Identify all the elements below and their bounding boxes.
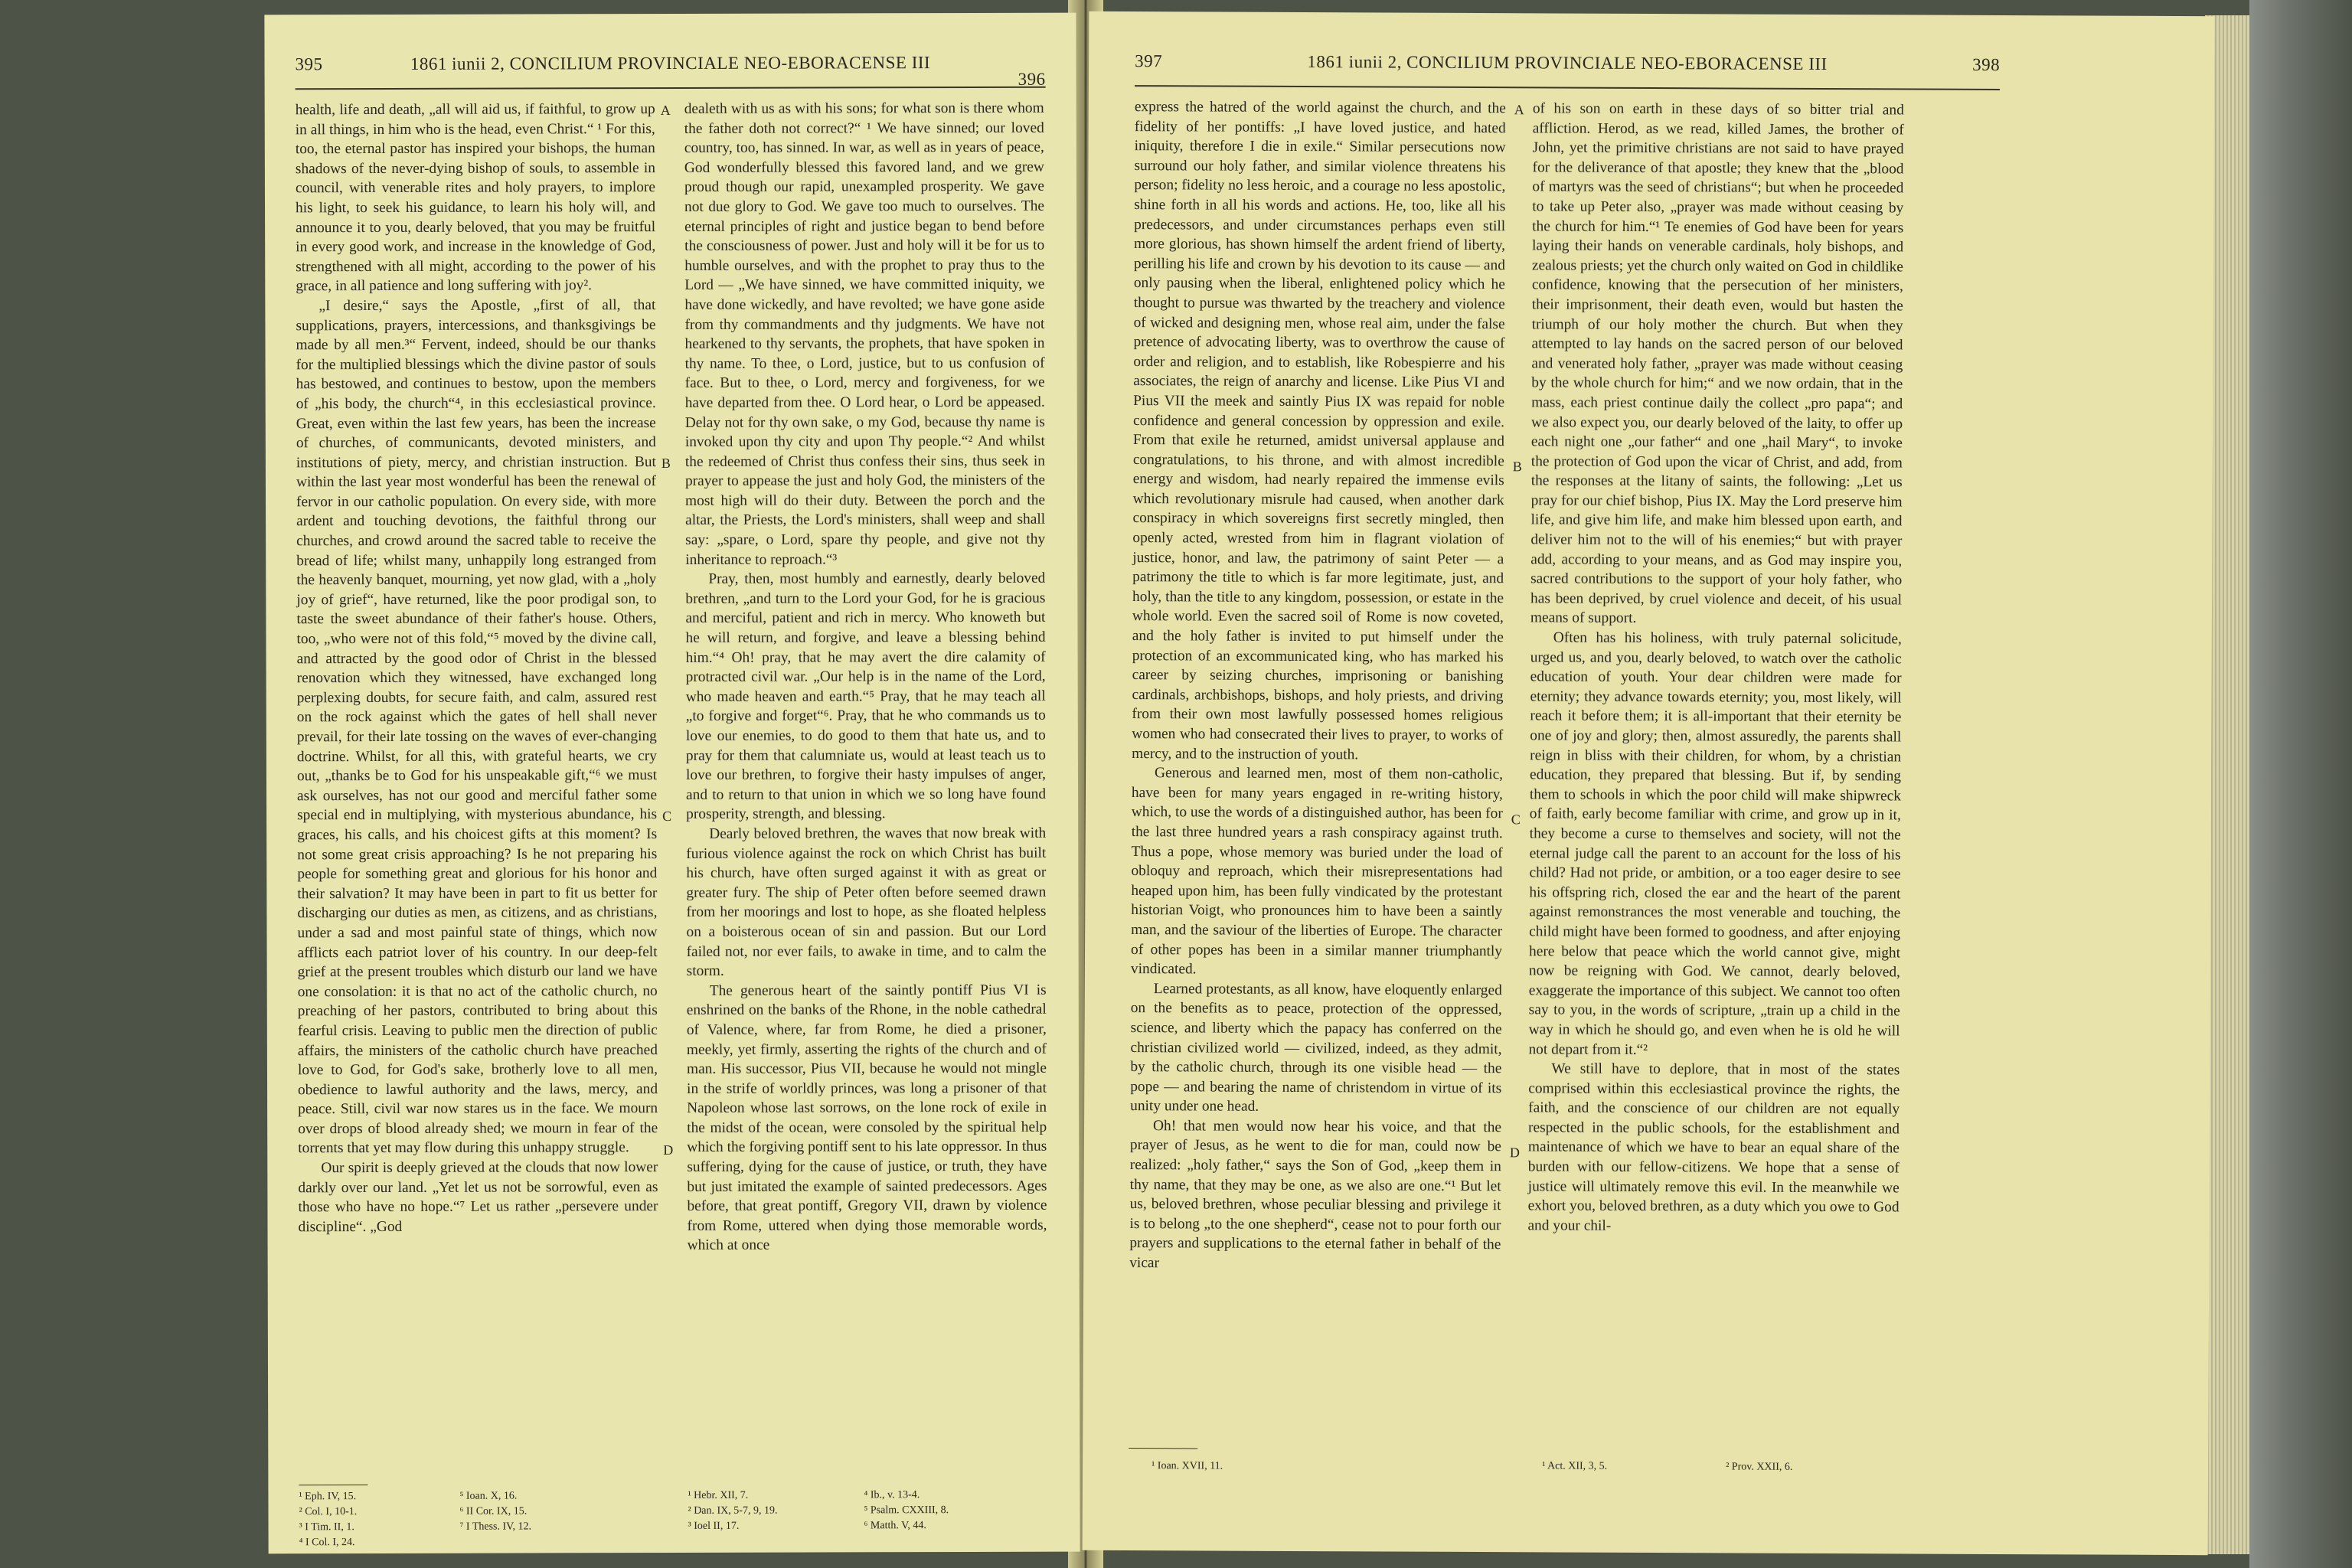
margin-letter: D [663,1142,674,1158]
paragraph: express the hatred of the world against the church, and the fidelity of her pontiffs: „I have loved justice, and hated iniquity, therefore I die in exile.“ Similar persecutions now surround our holy father, and similar violence threatens his person; fidelity no less heroic, and a courage no less apostolic, shine forth in all his words and actions. He, too, like all his predecessors, and under circumstances perhaps even still more glorious, has shown himself the ardent friend of liberty, perilling his life and crown by his devotion to its cause — and only pausing when the liberal, enlightened policy which he thought to pursue was thwarted by the treachery and violence of wicked and designing men, whose real aim, under the false pretence of advocating liberty, was to overthrow the cause of order and religion, and to establish, like Robespierre and his associates, the reign of anarchy and license. Like Pius VI and Pius VII the meek and saintly Pius IX was repaid for noble confidence and general concession by oppression and exile. From that exile he returned, amidst universal applause and congratulations, to his throne, and with almost incredible energy and wisdom, had nearly repaired the immense evils which revolutionary misrule had caused, when another dark conspiracy in which sovereigns first secretly mingled, then openly acted, wrested from him in flagrant violation of justice, honor, and law, the patrimony of saint Peter — a patrimony the title to which is far more legitimate, just, and holy, than the title to any kingdom, possession, or estate in the whole world. Even the sacred soil of Rome is now coveted, and the holy father is invited to put himself under the protection of an excommunicated king, who has marked his career by seizing churches, imprisoning or banishing cardinals, archbishops, bishops, and holy priests, and driving from their own most lawfully possessed homes religious women who had consecrated their lives to prayer, to works of mercy, and to the instruction of youth. [1132,99,1506,763]
right-page-column-2 [1527,99,1903,1237]
margin-letter: B [661,456,671,472]
footnote: ¹ Hebr. XII, 7. [688,1489,749,1501]
paragraph: Often has his holiness, with truly paternal solicitude, urged us, and you, dearly beloved, to watch over the catholic education of youth. Your dear children were made for eternity; they advance towards eternity; you, most likely, will reach it before them; it is all-important that their eternity be one of joy and glory; then, almost assuredly, the parents shall reign in bliss with their children, for whom, by a christian education, they prepared that blessing. But if, by sending them to schools in which the poor child will make shipwreck of faith, early become familiar with crime, and grow up in it, they become a curse to themselves and society, will not the eternal judge call the parent to an account for the loss of his child? Had not pride, or ambition, or a too eager desire to see his offspring rich, closed the ear and the heart of the parent against remonstrances the most venerable and touching, the child might have been formed to goodness, and after enjoying here below that peace which the world cannot give, might now be reigning with God. We cannot, dearly beloved, exaggerate the importance of this subject. We cannot too often say to you, in the words of scripture, „train up a child in the way in which he should go, and even when he is old he will not depart from it.“² [1528,629,1902,1058]
paragraph: Our spirit is deeply grieved at the clouds that now lower darkly over our land. „Yet let us not be sorrowful, even as those who have no hope.“⁷ Let us rather „persevere under discipline“. „God [298,1159,658,1236]
footnote: ¹ Ioan. XVII, 11. [1152,1460,1223,1472]
footnotes-right-col-2 [1542,1459,1894,1475]
margin-letter: D [1509,1145,1520,1161]
page-number: 398 [1972,54,2001,74]
footnotes-left-col-2 [688,1488,1024,1534]
paragraph: Oh! that men would now hear his voice, and that the prayer of Jesus, as he went to die for man, could now be realized: „holy father,“ says the Son of God, „keep them in thy name, that they may be one, as we also are one.“¹ But let us, beloved brethren, whose peculiar blessing and privilege it is to belong „to the one shepherd“, cease not to pour forth our prayers and supplications to the eternal father in behalf of the vicar [1129,1118,1502,1272]
paragraph: The generous heart of the saintly pontiff Pius VI is enshrined on the banks of the Rhone, in the noble cathedral of Valence, where, far from Rome, he died a prisoner, meekly, yet firmly, asserting the rights of the church and of man. His successor, Pius VII, because he would not mingle in the strife of worldly princes, was long a prisoner of that Napoleon whose last sorrows, on the lone rock of exile in the midst of the ocean, were consoled by the spiritual help which the forgiving pontiff sent to his late oppressor. In thus suffering, dying for the cause of justice, or truth, they have but just imitated the example of sainted predecessors. Ages before, that great pontiff, Gregory VII, drawn by violence from Rome, uttered when dying those memorable words, which at once [686,982,1047,1254]
left-page [264,13,1080,1554]
page-number: 396 [1018,69,1046,89]
footnote: ¹ Eph. IV, 15. [299,1491,357,1503]
footnote: ² Prov. XXII, 6. [1726,1461,1793,1473]
running-title: 1861 iunii 2, CONCILIUM PROVINCIALE NEO-EBORACENSE III [410,53,931,74]
margin-letter: B [1512,459,1522,475]
left-page-column-1 [296,100,658,1237]
paragraph: Generous and learned men, most of them non-catholic, have been for many years engaged in re-writing history, which, to use the words of a distinguished author, has been for the last three hundred years a rash conspiracy against truth. Thus a pope, whose memory was buried under the load of obloquy and reproach, which their misrepresentations had heaped upon him, has been fully vindicated by the protestant historian Voigt, who pronounces him to have been a saintly man, and the saviour of the liberties of Europe. The character of other popes has been in a similar manner triumphantly vindicated. [1130,765,1504,978]
footnote: ⁵ Psalm. CXXIII, 8. [864,1504,949,1517]
footnote-rule [1129,1448,1197,1449]
running-title: 1861 iunii 2, CONCILIUM PROVINCIALE NEO-EBORACENSE III [1307,52,1828,74]
margin-letter: A [1514,102,1524,118]
footnote: ⁶ II Cor. IX, 15. [459,1505,528,1517]
book-cover-edge [2249,0,2352,1568]
margin-letter: C [1511,812,1521,828]
footnotes-left-col-1 [299,1488,605,1550]
page-number: 397 [1135,51,1163,71]
paragraph: „I desire,“ says the Apostle, „first of all, that supplications, prayers, intercessions, and thanksgivings be made by all men.³“ Fervent, indeed, should be our thanks for the multiplied blessings which the divine pastor of souls has bestowed, and continues to bestow, upon the members of „his body, the church“⁴, in this ecclesiastical province. Great, even within the last few years, has been the increase of churches, of communicants, devoted ministers, and institutions of piety, mercy, and christian instruction. But within the last year most wonderful has been the renewal of fervor in our catholic population. On every side, with more ardent and touching devotions, the faithful throng our churches, and crowd around the sacred table to receive the bread of life; whilst many, unhappily long estranged from the heavenly banquet, mourning, yet now glad, with a „holy joy of grief“, have returned, like the poor prodigal son, to taste the sweet abundance of their father's house. Others, too, „who were not of this fold,“⁵ moved by the divine call, and attracted by the good odor of Christ in the blessed renovation which they witnessed, have exchanged long perplexing doubts, for secure faith, and calm, assured rest on the rock against which the gates of hell shall never prevail, for their late tossing on the waves of ever-changing doctrine. Whilst, for all this, with grateful hearts, we cry out, „thanks be to God for his unspeakable gift,“⁶ we must ask ourselves, has not our good and merciful father some special end in multiplying, with mysterious abundance, his graces, his calls, and his choicest gifts at this moment? Is not some great crisis approaching? Is he not preparing his people for something great and glorious for his honor and their salvation? It may have been in part to fit us better for discharging our duties as men, as citizens, and as christians, under a sad and most painful state of things, which now afflicts each patriot lover of his country. In our deep-felt grief at the present troubles which disturb our land we have one consolation: it is that no act of the catholic church, no preaching of her pastors, contributed to bring about this fearful crisis. Leaving to public men the direction of public affairs, the ministers of the catholic church have preached love to God, for God's sake, brotherly love to all men, obedience to lawful authority and the laws, mercy, and peace. Still, civil war now stares us in the face. We mourn over drops of blood already shed; we mourn in fear of the torrents that yet may flow during this unhappy struggle. [296,296,658,1157]
paragraph: We still have to deplore, that in most of the states comprised within this ecclesiastical province the rights, the faith, and the conscience of our children are not equally respected in the public schools, for the establishment and maintenance of which we have to bear an equal share of the burden with our fellow-citizens. We hope that a sense of justice will ultimately remove this evil. In the meanwhile we exhort you, beloved brethren, as a duty which you owe to God and your chil- [1527,1060,1900,1234]
footnote: ³ Ioel II, 17. [688,1520,740,1532]
footnote: ⁴ I Col. I, 24. [299,1537,355,1549]
footnote: ² Dan. IX, 5-7, 9, 19. [688,1504,778,1517]
margin-letter: C [662,808,672,825]
left-page-column-2 [684,99,1047,1256]
footnote: ¹ Act. XII, 3, 5. [1542,1460,1608,1472]
paragraph: Dearly beloved brethren, the waves that now break with furious violence against the rock on which Christ has built his church, have often surged against it with as great or greater fury. The ship of Peter often before seemed drawn from her moorings and lost to hope, as she floated helpless on a boisterous ocean of sin and passion. But our Lord failed not, nor ever fails, to awake in time, and to calm the storm. [686,825,1047,980]
footnote: ⁴ Ib., v. 13-4. [864,1489,920,1501]
footnote: ⁶ Matth. V, 44. [864,1520,926,1532]
paragraph: dealeth with us as with his sons; for what son is there whom the father doth not correct?“ ¹ We have sinned; our loved country, too, has sinned. In war, as well as in years of peace, God wonderfully blessed this favored land, and we grew proud though our rapid, unexampled prosperity. We gave not due glory to God. We gave too much to ourselves. The eternal principles of right and justice began to bend before the consciousness of power. Just and holy will it be for us to humble ourselves, and with the prophet to pray thus to the Lord — „We have sinned, we have committed iniquity, we have done wickedly, and have revolted; we have gone aside from thy commandments and thy judgments. We have not hearkened to thy servants, the prophets, that have spoken in thy name. To thee, o Lord, justice, but to us confusion of face. But to thee, o Lord, mercy and forgiveness, for we have departed from thee. O Lord hear, o Lord be appeased. Delay not for thy own sake, o my God, because thy name is invoked upon thy city and upon Thy people.“² And whilst the redeemed of Christ thus confess their sins, thus seek in prayer to appease the just and holy God, the ministers of the most high will do their duty. Between the porch and the altar, the Priests, the Lord's ministers, shall weep and shall say: „spare, o Lord, spare thy people, and give not thy inheritance to reproach.“³ [684,100,1046,568]
paragraph: Learned protestants, as all know, have eloquently enlarged on the benefits as to peace, protection of the oppressed, science, and liberty which the papacy has conferred on the christian civilized world — civilized, indeed, as they admit, by the catholic church, through its one visible head — the pope — and bearing the name of christendom in virtue of its unity under one head. [1130,980,1502,1116]
footnote: ⁵ Ioan. X, 16. [459,1490,518,1502]
footnote: ⁷ I Thess. IV, 12. [459,1521,531,1533]
paragraph: of his son on earth in these days of so bitter trial and affliction. Herod, as we read, killed James, the brother of John, yet the primitive christians are not said to have prayed for the deliverance of that apostle; they knew that the „blood of martyrs was the seed of christians“; but when he proceeded to take up Peter also, „prayer was made without ceasing by the church for him.“¹ Te enemies of God have been for years laying their hands on venerable cardinals, holy bishops, and zealous priests; yet the church only waited on God in childlike confidence, knowing that the persecution of her ministers, their imprisonment, their death even, would but hasten the triumph of our holy mother the church. But when they attempted to lay hands on the sacred person of our beloved and venerated holy father, „prayer was made without ceasing by the whole church for him;“ and we now ordain, that in the mass, each priest continue daily the collect „pro papa“; and we also expect you, our dearly beloved of the laity, to offer up each night one „our father“ and one „hail Mary“, to invoke the protection of God upon the vicar of Christ, and add, from the responses at the litany of saints, the following: „Let us pray for our chief bishop, Pius IX. May the Lord preserve him life, and give him life, and make him blessed upon earth, and deliver him not to the will of his enemies;“ but with prayer add, according to your means, and as God may inspire you, sacred contributions to the support of your holy father, who has been deprived, by cruel violence and deceit, of his usual means of support. [1530,100,1904,627]
page-number: 395 [295,54,323,74]
right-page [1083,11,2215,1555]
right-page-column-1 [1129,97,1506,1275]
paragraph: health, life and death, „all will aid us, if faithful, to grow up in all things, in him who is the head, even Christ.“ ¹ For this, too, the eternal pastor has inspired your bishops, the human shadows of the never-dying bishop of souls, to assemble in council, with venerable rites and holy prayers, to implore his light, to seek his guidance, to learn his holy will, and announce it to you, dearly beloved, that you may be fruitful in every good work, and increase in the knowledge of God, strengthened with all might, according to the power of his grace, in all patience and long suffering with joy². [295,101,656,295]
paragraph: Pray, then, most humbly and earnestly, dearly beloved brethren, „and turn to the Lord your God, for he is gracious and merciful, patient and rich in mercy. Who knoweth but he will return, and forgive, and leave a blessing behind him.“⁴ Oh! pray, that he may avert the dire calamity of protracted civil war. „Our help is in the name of the Lord, who made heaven and earth.“⁵ Pray, that he may teach all „to forgive and forget“⁶. Pray, that he who commands us to love our enemies, to do good to them that hate us, and to pray for them that calumniate us, would at least teach us to love our brethren, to forgive their hasty impulses of anger, and to return to that union in which we so long have found prosperity, strength, and blessing. [685,570,1047,823]
footnotes-right-col-1 [1152,1459,1458,1475]
footnote: ³ I Tim. II, 1. [299,1521,354,1534]
footnote: ² Col. I, 10-1. [299,1506,358,1518]
margin-letter: A [660,103,671,119]
